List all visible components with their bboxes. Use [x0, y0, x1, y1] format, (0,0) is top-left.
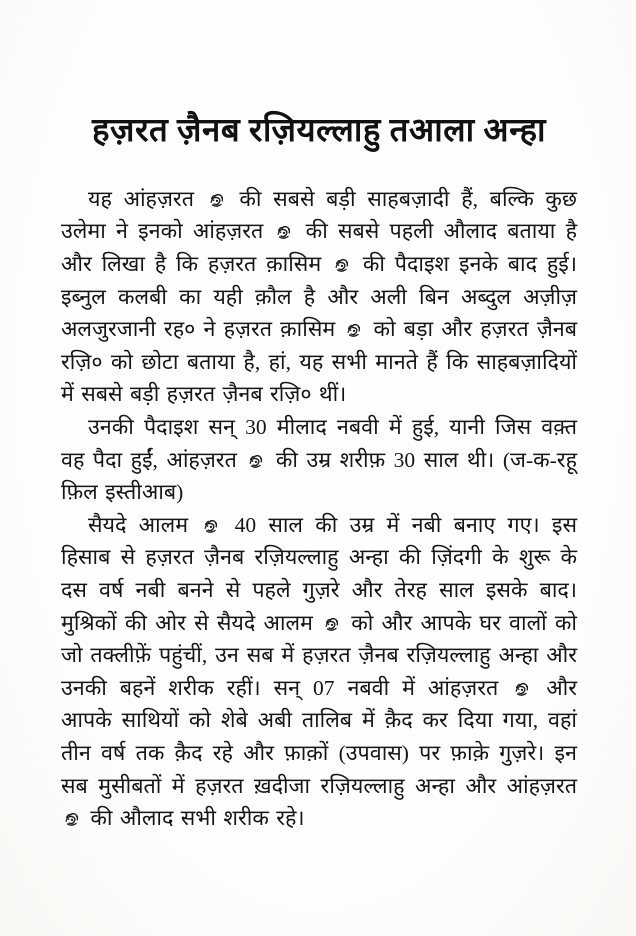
saw-symbol-icon — [275, 223, 293, 241]
saw-symbol-icon — [208, 191, 226, 209]
saw-symbol-icon — [247, 452, 265, 470]
saw-symbol-icon — [333, 256, 351, 274]
saw-symbol-icon — [323, 615, 341, 633]
paragraph: उनकी पैदाइश सन् 30 मीलाद नबवी में हुई, यानी जिस वक़्त वह पैदा हुईं, आंहज़रत की उम्र शरीफ़ 30 साल थी। (ज-क-रहू फ़िल इस्तीआब) — [61, 415, 577, 505]
saw-symbol-icon — [513, 680, 531, 698]
page-title: हज़रत ज़ैनब रज़ियल्लाहु तआला अन्हा — [91, 113, 547, 149]
body-text — [61, 183, 577, 835]
saw-symbol-icon — [345, 321, 363, 339]
saw-symbol-icon — [63, 810, 81, 828]
paragraph: यह आंहज़रत की सबसे बड़ी साहबज़ादी हैं, बल्कि कुछ उलेमा ने इनको आंहज़रत की सबसे पहली औलाद बताया है और लिखा है कि हज़रत क़ासिम की पैदाइश इनके बाद हुई। इब्नुल कलबी का यही क़ौल है और अली बिन अब्दुल अज़ीज़ अलजुरजानी रह० ने हज़रत क़ासिम को बड़ा और हज़रत ज़ैनब रज़ि० को छोटा बताया है, हां, यह सभी मानते हैं कि साहबज़ादियों में सबसे बड़ी हज़रत ज़ैनब रज़ि० थीं। — [61, 186, 578, 407]
paragraph: सैयदे आलम 40 साल की उम्र में नबी बनाए गए। इस हिसाब से हज़रत ज़ैनब रज़ियल्लाहु अन्हा की ज़िंदगी के शुरू के दस वर्ष नबी बनने से पहले गुज़रे और तेरह साल इसके बाद। मुश्रिकों की ओर से सैयदे आलम को और आपके घर वालों को जो तक्लीफ़ें पहुंचीं, उन सब में हज़रत ज़ैनब रज़ियल्लाहु अन्हा और उनकी बहनें शरीक रहीं। सन् 07 नबवी में आंहज़रत और आपके साथियों को शेबे अबी तालिब में क़ैद कर दिया गया, वहां तीन वर्ष तक क़ैद रहे और फ़ाक़ों (उपवास) पर फ़ाक़े गुज़रे। इन सब मुसीबतों में हज़रत ख़दीजा रज़ियल्लाहु अन्हा और आंहज़रत की औलाद सभी शरीक रहे। — [61, 512, 577, 831]
saw-symbol-icon — [202, 517, 220, 535]
